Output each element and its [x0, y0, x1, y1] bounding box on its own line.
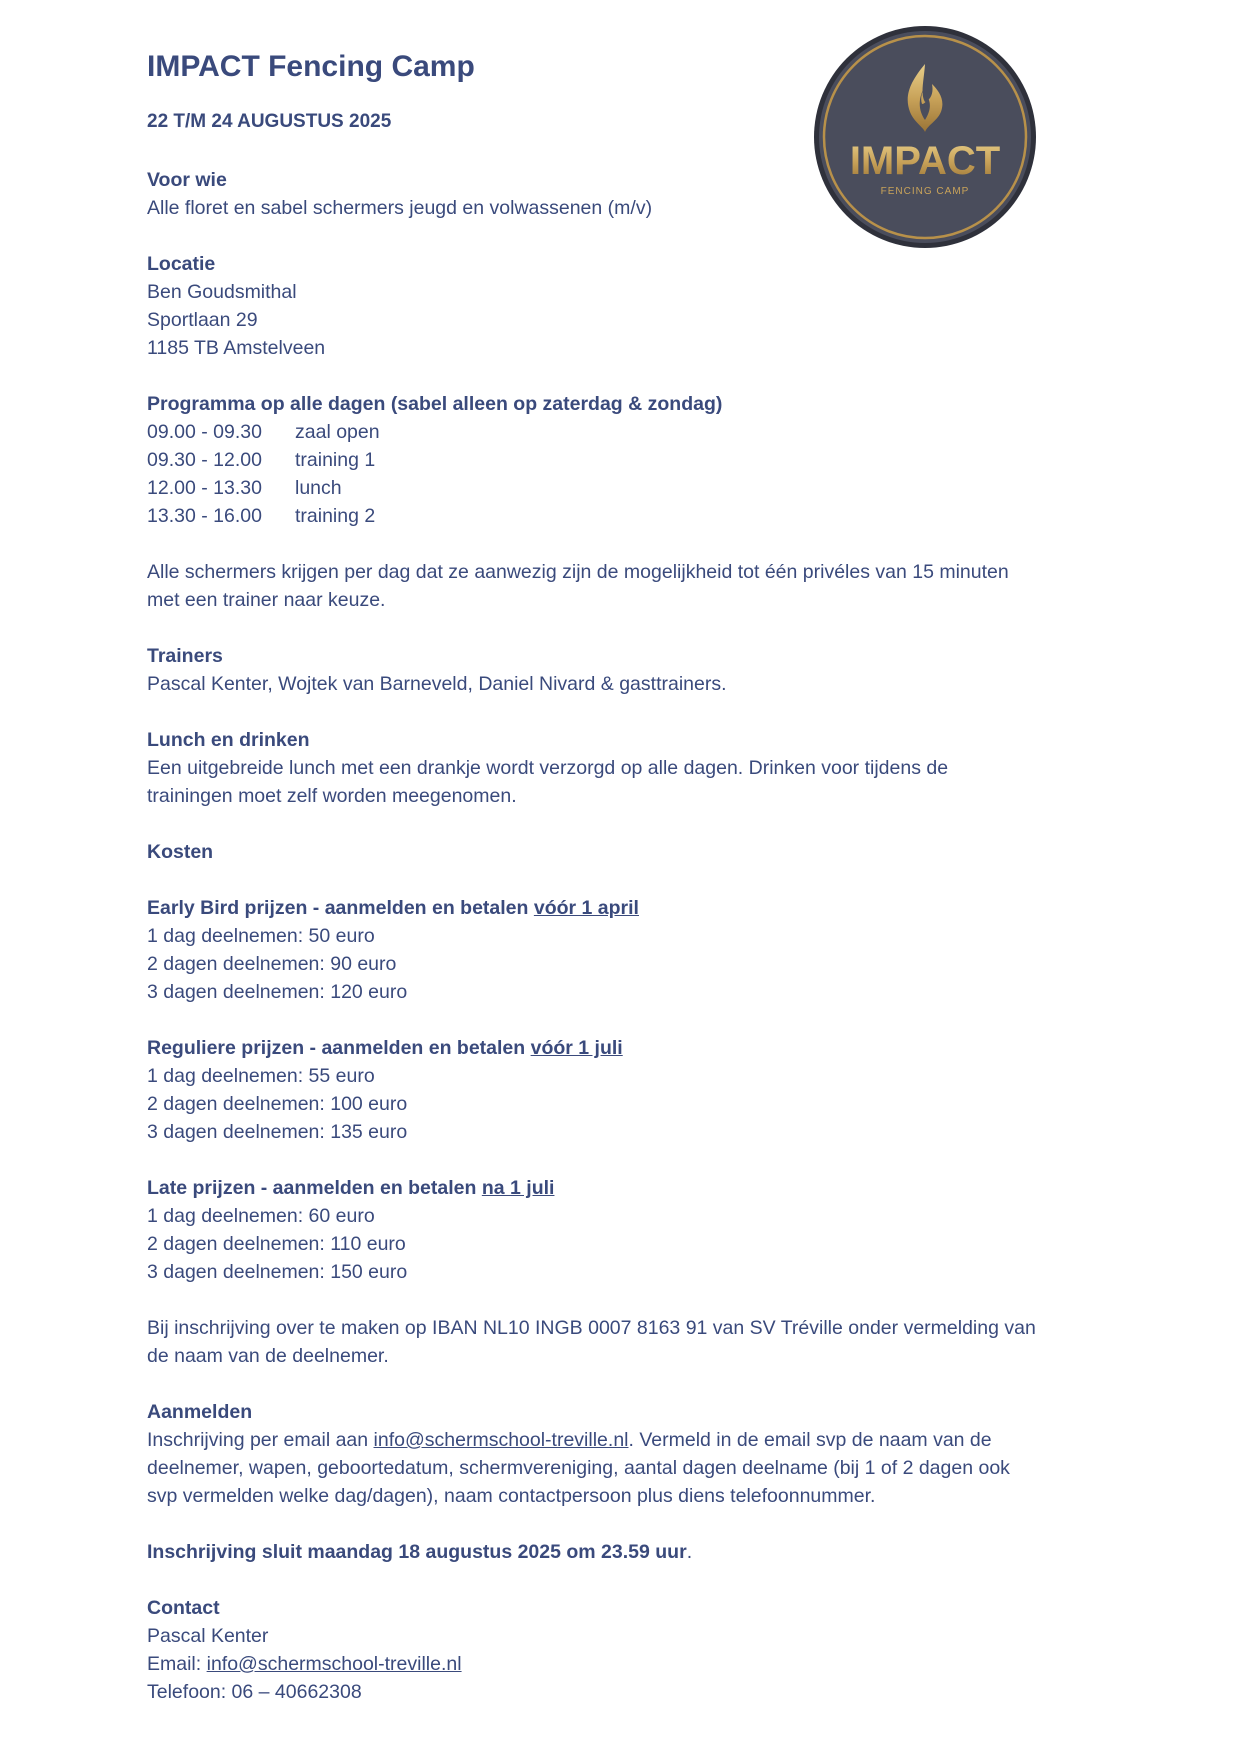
aanmelden-text: svp vermelden welke dag/dagen), naam contactpersoon plus diens telefoonnummer. [147, 1485, 876, 1507]
regulier-deadline: vóór 1 juli [530, 1037, 623, 1059]
aanmelden-post: . Vermeld in de email svp de naam van de [628, 1429, 992, 1451]
aanmelden-text: deelnemer, wapen, geboortedatum, schermvereniging, aantal dagen deelname (bij 1 of 2 dagen ook [147, 1457, 1010, 1479]
logo-wordmark: IMPACT [849, 139, 1001, 183]
logo-subtitle: FENCING CAMP [880, 186, 970, 197]
lunch-text: Een uitgebreide lunch met een drankje wordt verzorgd op alle dagen. Drinken voor tijdens de [147, 757, 949, 779]
programma-item: training 2 [295, 505, 376, 527]
price-line: 3 dagen deelnemen: 120 euro [147, 981, 408, 1003]
programma-row [147, 418, 1107, 446]
aanmelden-pre: Inschrijving per email aan [147, 1429, 374, 1451]
aanmelden-email-link[interactable]: info@schermschool-treville.nl [373, 1429, 629, 1451]
programma-row [147, 474, 1107, 502]
lunch-text: trainingen moet zelf worden meegenomen. [147, 785, 517, 807]
trainers-heading: Trainers [147, 645, 223, 667]
price-line: 3 dagen deelnemen: 135 euro [147, 1121, 408, 1143]
programma-time: 12.00 - 13.30 [147, 477, 262, 499]
trainers-text: Pascal Kenter, Wojtek van Barneveld, Daniel Nivard & gasttrainers. [147, 673, 727, 695]
programma-item: training 1 [295, 449, 376, 471]
voor-wie-text: Alle floret en sabel schermers jeugd en volwassenen (m/v) [147, 197, 653, 219]
early-bird-deadline: vóór 1 april [533, 897, 639, 919]
contact-phone: Telefoon: 06 – 40662308 [147, 1681, 362, 1703]
programma-time: 13.30 - 16.00 [147, 505, 262, 527]
betaling-text: de naam van de deelnemer. [147, 1345, 389, 1367]
contact-email-link[interactable]: info@schermschool-treville.nl [206, 1653, 462, 1675]
document-body [147, 166, 1107, 1706]
price-line: 2 dagen deelnemen: 90 euro [147, 953, 397, 975]
event-date: 22 T/M 24 AUGUSTUS 2025 [147, 111, 392, 132]
locatie-line: 1185 TB Amstelveen [147, 337, 326, 359]
locatie-heading: Locatie [147, 253, 216, 275]
contact-email [147, 1650, 1107, 1678]
lunch-heading: Lunch en drinken [147, 729, 310, 751]
regulier-heading [147, 1034, 1107, 1062]
sluiting-end: . [686, 1541, 693, 1563]
late-deadline: na 1 juli [481, 1177, 555, 1199]
document-title: IMPACT Fencing Camp [147, 50, 475, 83]
programma-row [147, 502, 1107, 530]
regulier-heading-text: Reguliere prijzen - aanmelden en betalen [147, 1037, 531, 1059]
kosten-heading: Kosten [147, 841, 214, 863]
locatie-line: Ben Goudsmithal [147, 281, 297, 303]
contact-heading: Contact [147, 1597, 220, 1619]
prive-text: Alle schermers krijgen per dag dat ze aanwezig zijn de mogelijkheid tot één privéles van 15 minuten [147, 561, 1009, 583]
voor-wie-heading: Voor wie [147, 169, 227, 191]
programma-heading: Programma op alle dagen (sabel alleen op zaterdag & zondag) [147, 393, 723, 415]
sluiting-text [147, 1538, 1107, 1566]
impact-logo [812, 24, 1038, 250]
aanmelden-heading: Aanmelden [147, 1401, 253, 1423]
late-heading [147, 1174, 1107, 1202]
programma-item: lunch [295, 477, 342, 499]
programma-time: 09.30 - 12.00 [147, 449, 262, 471]
betaling-text: Bij inschrijving over te maken op IBAN NL10 INGB 0007 8163 91 van SV Tréville onder vermelding van [147, 1317, 1036, 1339]
price-line: 1 dag deelnemen: 60 euro [147, 1205, 375, 1227]
contact-name: Pascal Kenter [147, 1625, 269, 1647]
aanmelden-text [147, 1426, 1107, 1454]
programma-item: zaal open [295, 421, 380, 443]
price-line: 1 dag deelnemen: 55 euro [147, 1065, 375, 1087]
price-line: 2 dagen deelnemen: 110 euro [147, 1233, 406, 1255]
prive-text: met een trainer naar keuze. [147, 589, 386, 611]
contact-email-label: Email: [147, 1653, 207, 1675]
early-bird-heading-text: Early Bird prijzen - aanmelden en betalen [147, 897, 534, 919]
price-line: 1 dag deelnemen: 50 euro [147, 925, 375, 947]
sluiting-bold: Inschrijving sluit maandag 18 augustus 2025 om 23.59 uur [147, 1541, 687, 1563]
programma-row [147, 446, 1107, 474]
programma-time: 09.00 - 09.30 [147, 421, 262, 443]
logo-background [819, 31, 1031, 243]
early-bird-heading [147, 894, 1107, 922]
locatie-line: Sportlaan 29 [147, 309, 258, 331]
late-heading-text: Late prijzen - aanmelden en betalen [147, 1177, 482, 1199]
price-line: 2 dagen deelnemen: 100 euro [147, 1093, 408, 1115]
price-line: 3 dagen deelnemen: 150 euro [147, 1261, 408, 1283]
